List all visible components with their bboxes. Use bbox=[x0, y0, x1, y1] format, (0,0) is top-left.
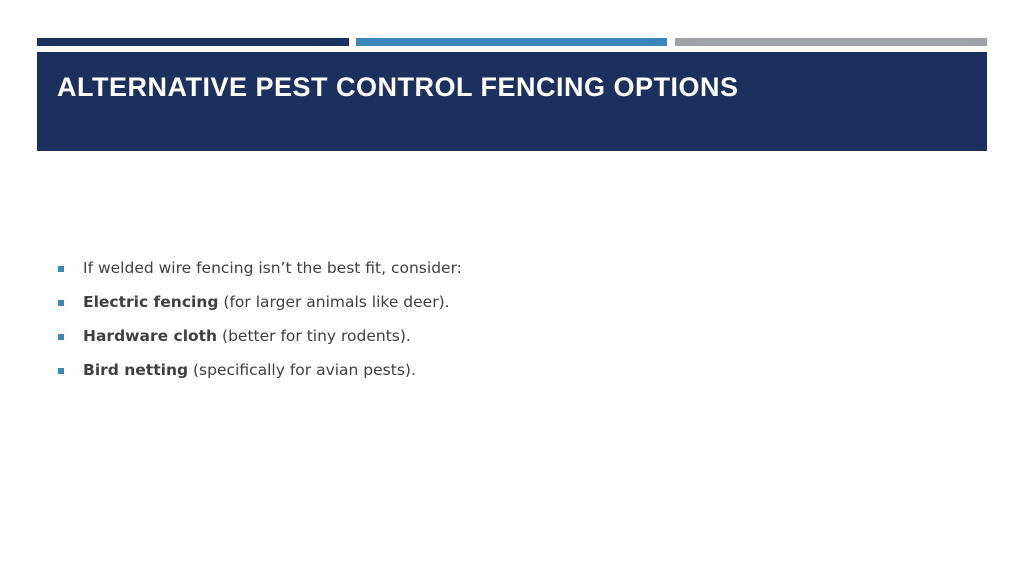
bullet-text bbox=[83, 359, 416, 381]
bullet-description: (for larger animals like deer). bbox=[218, 293, 450, 311]
square-bullet-icon bbox=[58, 266, 64, 272]
bullet-item bbox=[58, 293, 462, 327]
bullet-item bbox=[58, 361, 462, 395]
accent-bar-light-blue bbox=[356, 38, 667, 46]
bullet-description: (better for tiny rodents). bbox=[217, 327, 411, 345]
accent-bar-gray bbox=[675, 38, 987, 46]
slide-title: ALTERNATIVE PEST CONTROL FENCING OPTIONS bbox=[57, 72, 739, 102]
accent-bar-dark-blue bbox=[37, 38, 349, 46]
bullet-bold-term: Electric fencing bbox=[83, 293, 219, 311]
square-bullet-icon bbox=[58, 334, 64, 340]
bullet-item bbox=[58, 327, 462, 361]
title-band bbox=[37, 52, 987, 151]
bullet-item bbox=[58, 259, 462, 293]
bullet-bold-term: Bird netting bbox=[83, 361, 189, 379]
bullet-text bbox=[83, 325, 411, 347]
square-bullet-icon bbox=[58, 300, 64, 306]
bullet-text bbox=[83, 291, 450, 313]
bullet-description: If welded wire fencing isn’t the best fit, consider: bbox=[83, 259, 462, 277]
square-bullet-icon bbox=[58, 368, 64, 374]
bullet-text bbox=[83, 257, 462, 279]
bullet-description: (specifically for avian pests). bbox=[188, 361, 416, 379]
bullet-list bbox=[58, 259, 462, 395]
bullet-bold-term: Hardware cloth bbox=[83, 327, 218, 345]
